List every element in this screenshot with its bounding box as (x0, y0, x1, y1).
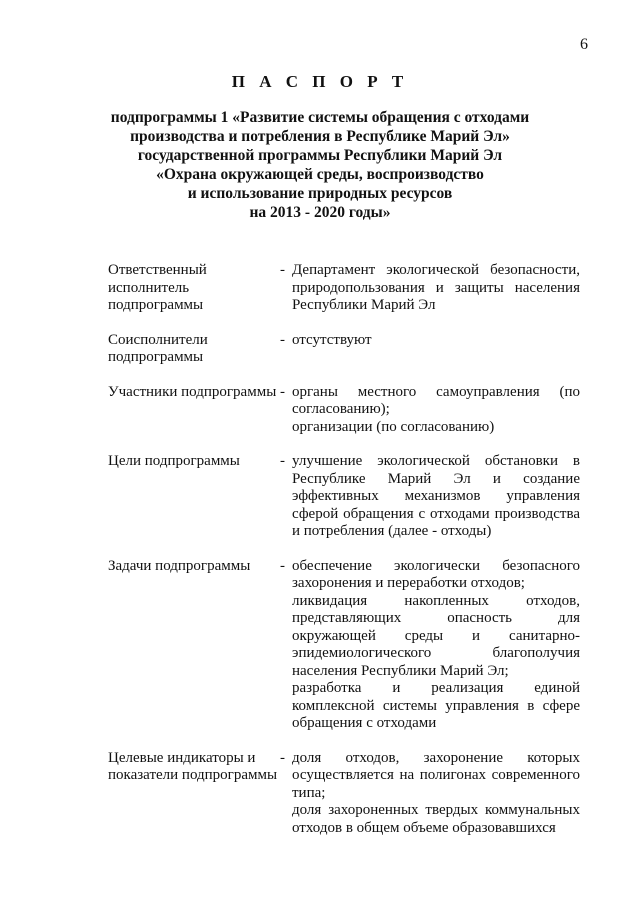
subtitle-line: подпрограммы 1 «Развитие системы обращения с отходами (110, 109, 530, 126)
subtitle-line: производства и потребления в Республике Марий Эл» (130, 128, 510, 145)
row-dash: - (280, 383, 285, 400)
value-paragraph: органы местного самоуправления (по согласованию); (292, 383, 580, 417)
row-dash: - (280, 331, 285, 348)
passport-row-co-executors (108, 332, 580, 367)
document-subtitle (100, 108, 540, 222)
row-dash: - (280, 453, 285, 469)
passport-row-target-indicators (108, 750, 580, 838)
passport-row-goals (108, 453, 580, 541)
value-paragraph: улучшение экологической обстановки в Республике Марий Эл и создание эффективных механизмов управления сферой обращения с отходами производства и потребления (далее - отходы) (292, 453, 580, 539)
value-paragraph: разработка и реализация единой комплексной системы управления в сфере обращения с отходами (292, 680, 580, 731)
row-value (292, 750, 580, 838)
row-label: Задачи подпрограммы (108, 557, 251, 574)
row-value (292, 384, 580, 437)
row-dash: - (280, 262, 285, 278)
document-title: П А С П О Р Т (231, 72, 409, 91)
passport-row-responsible-executor (108, 262, 580, 315)
row-label: Участники подпрограммы (108, 383, 277, 400)
value-paragraph: доля захороненных твердых коммунальных отходов в общем объеме образовавшихся (292, 802, 580, 836)
row-label: Целевые индикаторы и показатели подпрограммы (108, 749, 278, 783)
value-paragraph: доля отходов, захоронение которых осуществляется на полигонах современного типа; (292, 749, 580, 801)
value-paragraph: организации (по согласованию) (292, 418, 495, 435)
value-paragraph: ликвидация накопленных отходов, представляющих опасность для окружающей среды и санитарно-эпидемиологического благополучия населения Республики Марий Эл; (292, 592, 580, 679)
passport-row-participants (108, 384, 580, 437)
passport-row-tasks (108, 558, 580, 733)
row-value (292, 332, 580, 367)
subtitle-line: государственной программы Республики Марий Эл (137, 147, 503, 164)
page-number: 6 (580, 36, 588, 53)
value-paragraph: Департамент экологической безопасности, природопользования и защиты населения Республики Марий Эл (292, 262, 580, 313)
value-paragraph: обеспечение экологически безопасного захоронения и переработки отходов; (292, 557, 580, 591)
row-value (292, 453, 580, 541)
subtitle-line: на 2013 - 2020 годы» (249, 204, 391, 221)
passport-table (108, 262, 580, 837)
row-value (292, 558, 580, 733)
row-label: Соисполнители подпрограммы (108, 331, 208, 365)
subtitle-line: «Охрана окружающей среды, воспроизводство (156, 166, 484, 183)
row-label: Ответственный исполнитель подпрограммы (108, 262, 207, 313)
row-dash: - (280, 749, 285, 766)
row-dash: - (280, 557, 285, 574)
subtitle-line: и использование природных ресурсов (187, 185, 453, 202)
row-value (292, 262, 580, 315)
row-label: Цели подпрограммы (108, 453, 240, 469)
value-paragraph: отсутствуют (292, 331, 372, 348)
